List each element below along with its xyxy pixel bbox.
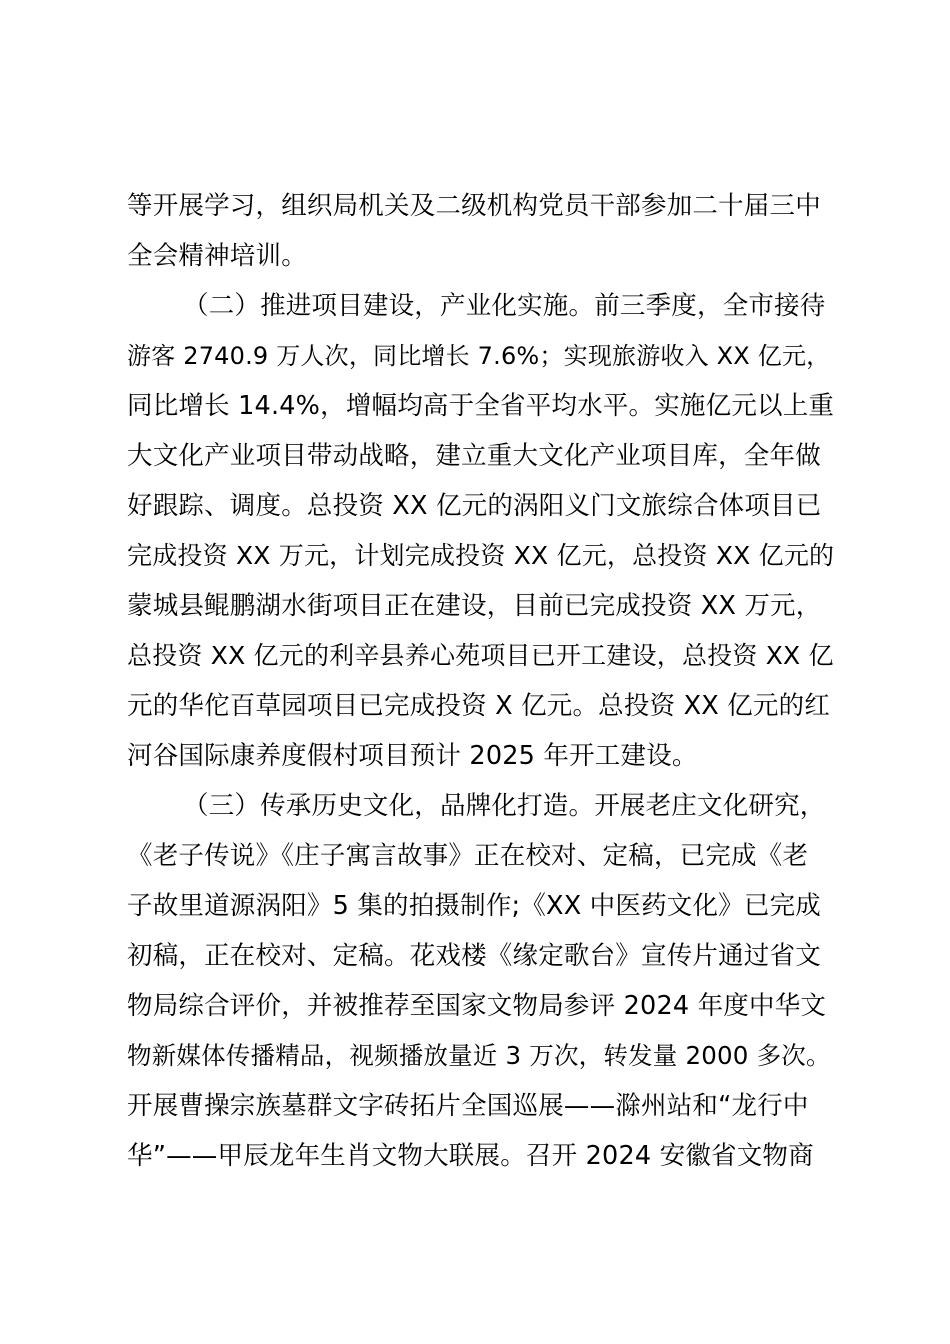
text-line: 元的华佗百草园项目已完成投资 X 亿元。总投资 XX 亿元的红 [127,691,831,721]
section-heading-line: （二）推进项目建设，产业化实施。前三季度，全市接待 [183,291,826,321]
text-line: 总投资 XX 亿元的利辛县养心苑项目已开工建设，总投资 XX 亿 [127,641,834,670]
text-line: 完成投资 XX 万元，计划完成投资 XX 亿元，总投资 XX 亿元的 [127,541,835,570]
text-line: 华”——甲辰龙年生肖文物大联展。召开 2024 安徽省文物商 [127,1141,814,1171]
text-line: 游客 2740.9 万人次，同比增长 7.6%；实现旅游收入 XX 亿元， [127,342,831,370]
text-line: 同比增长 14.4%，增幅均高于全省平均水平。实施亿元以上重 [127,391,835,421]
text-line: 开展曹操宗族墓群文字砖拓片全国巡展——滁州站和“龙行中 [127,1091,809,1121]
text-line: 物新媒体传播精品，视频播放量近 3 万次，转发量 2000 多次。 [127,1041,831,1070]
text-line: 蒙城县鲲鹏湖水街项目正在建设，目前已完成投资 XX 万元， [127,591,822,621]
text-line: 初稿，正在校对、定稿。花戏楼《缘定歌台》宣传片通过省文 [127,941,821,971]
text-line: 《老子传说》《庄子寓言故事》正在校对、定稿，已完成《老 [127,841,809,871]
text-line: 等开展学习，组织局机关及二级机构党员干部参加二十届三中 [127,191,821,221]
text-line: 河谷国际康养度假村项目预计 2025 年开工建设。 [127,741,698,771]
text-line: 物局综合评价，并被推荐至国家文物局参评 2024 年度中华文 [127,991,827,1021]
text-line: 大文化产业项目带动战略，建立重大文化产业项目库，全年做 [127,441,821,471]
text-line: 全会精神培训。 [127,241,307,271]
section-heading-line: （三）传承历史文化，品牌化打造。开展老庄文化研究， [183,791,826,821]
text-line: 好跟踪、调度。总投资 XX 亿元的涡阳义门文旅综合体项目已 [127,491,822,521]
text-line: 子故里道源涡阳》5 集的拍摄制作;《XX 中医药文化》已完成 [127,891,821,921]
